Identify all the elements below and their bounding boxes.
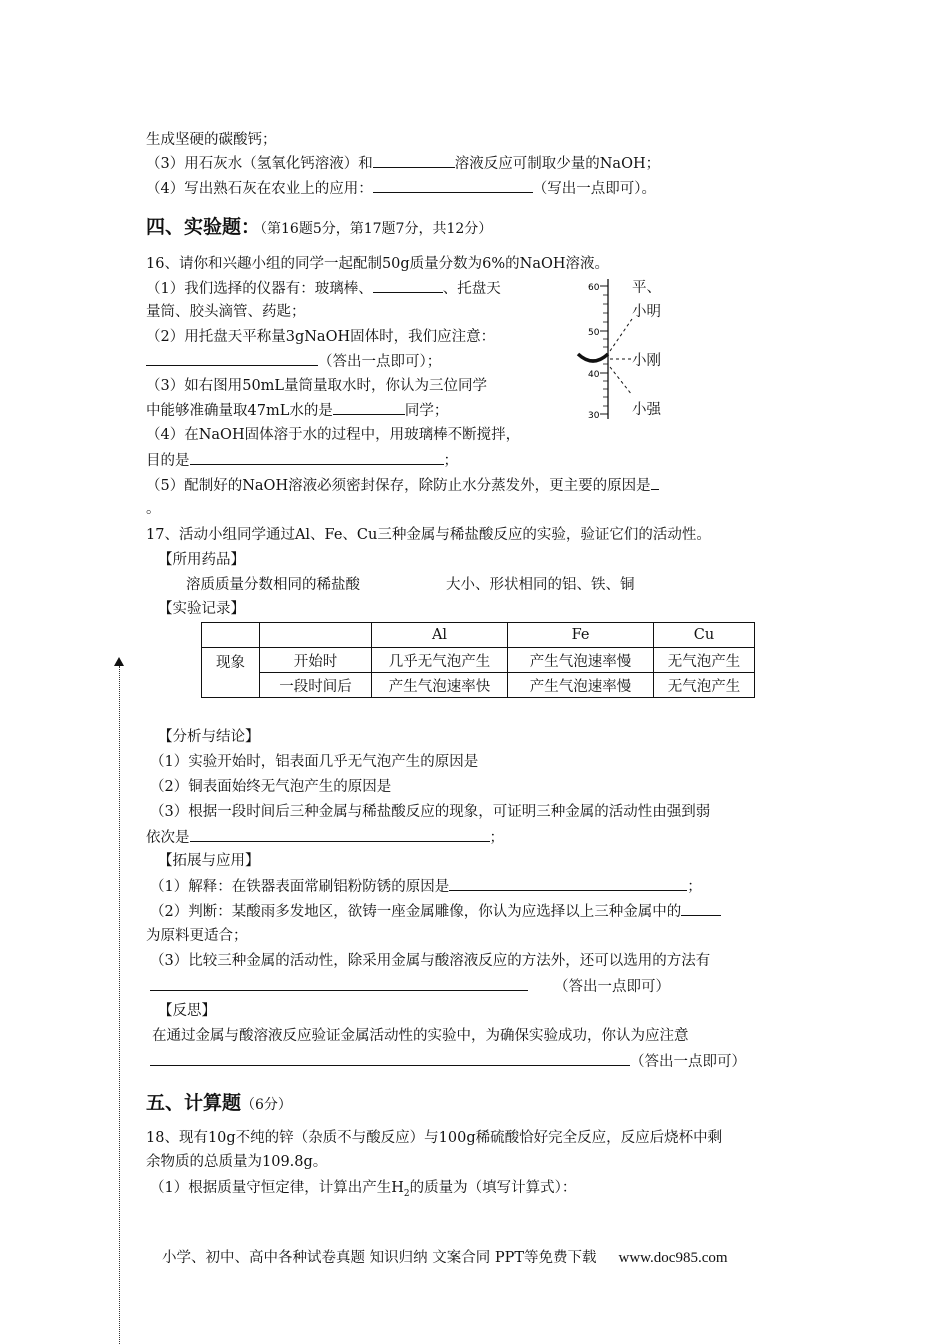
text-line: 为原料更适合； — [146, 928, 248, 944]
table-row-group: 现象 — [202, 648, 260, 698]
tick-label: 40 — [588, 370, 600, 380]
arrow-up-icon — [114, 657, 124, 666]
extension-2: （2）判断：某酸雨多发地区，欲铸一座金属雕像，你认为应选择以上三种金属中的 — [150, 901, 721, 922]
figure-label-xiaogang: 小刚 — [632, 353, 661, 369]
answer-blank[interactable] — [190, 450, 444, 465]
liquid-meniscus — [578, 354, 608, 361]
text-line: 余物质的总质量为109.8g。 — [146, 1154, 328, 1170]
text-line: 。 — [146, 501, 161, 517]
analysis-3: （3）根据一段时间后三种金属与稀盐酸反应的现象，可证明三种金属的活动性由强到弱 — [150, 804, 711, 820]
drug-item: 溶质质量分数相同的稀盐酸 — [186, 577, 360, 593]
subheading-drugs: 【所用药品】 — [158, 552, 245, 568]
reflection-answer: （答出一点即可） — [150, 1051, 746, 1072]
answer-blank[interactable] — [373, 178, 533, 193]
footer-url[interactable]: www.doc985.com — [618, 1250, 728, 1266]
answer-blank[interactable] — [333, 400, 405, 415]
answer-blank[interactable] — [373, 278, 443, 293]
table-header: Cu — [654, 623, 755, 648]
extension-3: （3）比较三种金属的活动性，除采用金属与酸溶液反应的方法外，还可以选用的方法有 — [150, 953, 711, 969]
table-cell: 产生气泡速率慢 — [508, 673, 654, 698]
figure-label: 平、 — [632, 280, 661, 296]
text-line: 量筒、胶头滴管、药匙； — [146, 304, 306, 320]
table-row — [202, 648, 755, 673]
table-cell — [260, 623, 372, 648]
extension-3-answer: （答出一点即可） — [150, 976, 670, 997]
section-title-experiment: 四、实验题：（第16题5分，第17题7分，共12分） — [146, 216, 493, 238]
text-line: 生成坚硬的碳酸钙； — [146, 132, 277, 148]
question-16-stem: 16、请你和兴趣小组的同学一起配制50g质量分数为6%的NaOH溶液。 — [146, 256, 610, 272]
footer: 小学、初中、高中各种试卷真题 知识归纳 文案合同 PPT等免费下载 www.doc985.com — [162, 1250, 728, 1266]
table-header: Fe — [508, 623, 654, 648]
figure-label-xiaoming: 小明 — [632, 304, 661, 320]
subheading-record: 【实验记录】 — [158, 601, 245, 617]
figure-label-xiaoqiang: 小强 — [632, 402, 661, 418]
analysis-1: （1）实验开始时，铝表面几乎无气泡产生的原因是 — [150, 754, 479, 770]
question-16-3: （3）如右图用50mL量筒量取水时，你认为三位同学 — [146, 378, 488, 394]
table-cell: 一段时间后 — [260, 673, 372, 698]
table-cell: 几乎无气泡产生 — [372, 648, 508, 673]
question-16-5: （5）配制好的NaOH溶液必须密封保存，除防止水分蒸发外，更主要的原因是 — [146, 475, 659, 496]
analysis-3-answer: 依次是 ； — [146, 827, 504, 848]
answer-blank[interactable] — [150, 1051, 630, 1066]
question-16-4: （4）在NaOH固体溶于水的过程中，用玻璃棒不断搅拌， — [146, 427, 521, 443]
reflection-1: 在通过金属与酸溶液反应验证金属活动性的实验中，为确保实验成功，你认为应注意 — [152, 1028, 689, 1044]
subheading-extension: 【拓展与应用】 — [158, 853, 260, 869]
question-16-4-answer: 目的是 ； — [146, 450, 458, 471]
answer-blank[interactable] — [651, 475, 659, 490]
answer-blank[interactable] — [150, 976, 528, 991]
table-header: Al — [372, 623, 508, 648]
tick-label: 50 — [588, 328, 600, 338]
table-row — [202, 673, 755, 698]
tick-label: 30 — [588, 411, 600, 421]
table-cell: 无气泡产生 — [654, 673, 755, 698]
answer-blank[interactable] — [373, 153, 455, 168]
binding-dotted-line — [119, 666, 120, 1344]
question-15-4: （4）写出熟石灰在农业上的应用： （写出一点即可）。 — [146, 178, 656, 199]
question-16-2: （2）用托盘天平称量3gNaOH固体时，我们应注意： — [146, 329, 496, 345]
answer-blank[interactable] — [681, 901, 721, 916]
question-16-3-answer: 中能够准确量取47mL水的是 同学； — [146, 400, 448, 421]
question-16-2-answer: （答出一点即可）； — [146, 351, 441, 372]
table-row — [202, 623, 755, 648]
section-title-calculation: 五、计算题（6分） — [146, 1092, 292, 1114]
table-cell: 产生气泡速率快 — [372, 673, 508, 698]
table-cell: 无气泡产生 — [654, 648, 755, 673]
table-cell — [202, 623, 260, 648]
drug-item: 大小、形状相同的铝、铁、铜 — [446, 577, 635, 593]
subheading-analysis: 【分析与结论】 — [158, 729, 260, 745]
sight-line-xiaoming — [610, 319, 632, 351]
analysis-2: （2）铜表面始终无气泡产生的原因是 — [150, 779, 392, 795]
sight-line-xiaoqiang — [610, 367, 632, 395]
table-cell: 产生气泡速率慢 — [508, 648, 654, 673]
question-18-1: （1）根据质量守恒定律，计算出产生$H_2$的质量为（填写计算式）： — [150, 1180, 577, 1199]
answer-blank[interactable] — [146, 351, 318, 366]
question-17-stem: 17、活动小组同学通过Al、Fe、Cu三种金属与稀盐酸反应的实验，验证它们的活动性。 — [146, 527, 711, 543]
tick-label: 60 — [588, 283, 600, 293]
subheading-reflection: 【反思】 — [158, 1003, 216, 1019]
question-15-3: （3）用石灰水（氢氧化钙溶液）和 溶液反应可制取少量的NaOH； — [146, 153, 660, 174]
table-cell: 开始时 — [260, 648, 372, 673]
question-18-stem: 18、现有10g不纯的锌（杂质不与酸反应）与100g稀硫酸恰好完全反应，反应后烧杯中剩 — [146, 1130, 723, 1146]
question-16-1: （1）我们选择的仪器有：玻璃棒、 、托盘天 — [146, 278, 501, 299]
answer-blank[interactable] — [449, 876, 687, 891]
answer-blank[interactable] — [190, 827, 490, 842]
extension-1: （1）解释：在铁器表面常刷铝粉防锈的原因是 ； — [150, 876, 702, 897]
experiment-record-table — [201, 622, 755, 698]
